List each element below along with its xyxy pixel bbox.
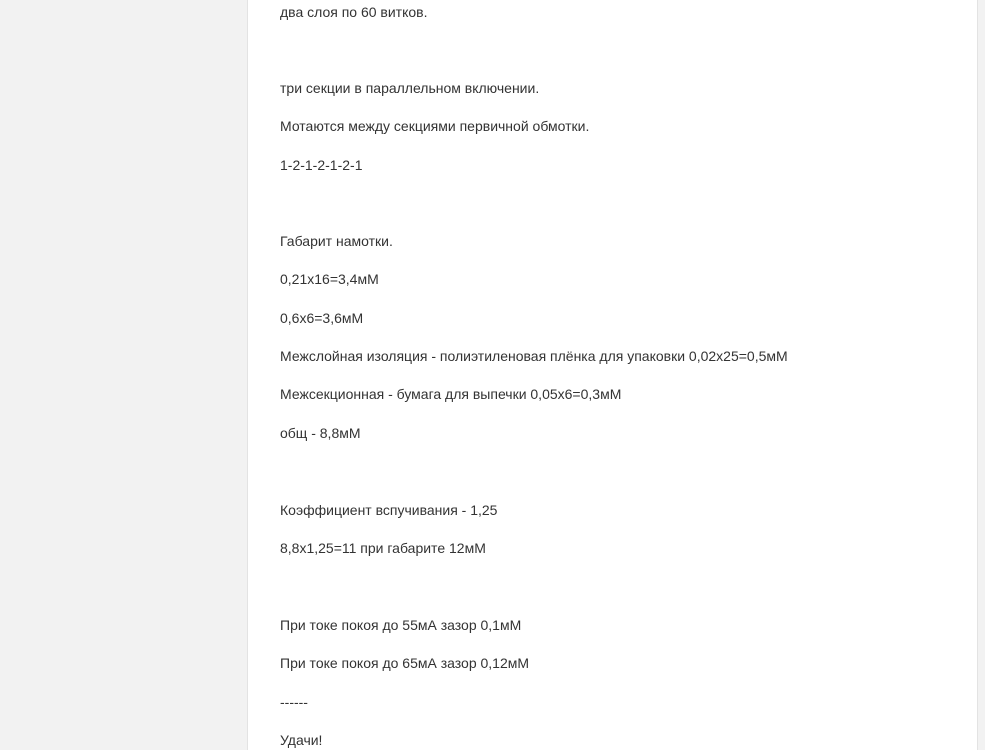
post-line: Межслойная изоляция - полиэтиленовая плёнка для упаковки 0,02х25=0,5мМ — [280, 348, 788, 364]
post-content-panel — [247, 0, 978, 750]
post-line: три секции в параллельном включении. — [280, 80, 540, 96]
right-edge-area — [978, 0, 985, 750]
post-line: 0,21х16=3,4мМ — [280, 271, 379, 287]
post-signoff: Удачи! — [280, 732, 323, 748]
post-line: Коэффициент вспучивания - 1,25 — [280, 502, 498, 518]
post-line: Межсекционная - бумага для выпечки 0,05х6=0,3мМ — [280, 386, 622, 402]
left-sidebar-area — [0, 0, 247, 750]
post-line: Мотаются между секциями первичной обмотки. — [280, 118, 590, 134]
post-line: При токе покоя до 55мА зазор 0,1мМ — [280, 617, 522, 633]
post-line: Габарит намотки. — [280, 233, 393, 249]
post-line: 8,8х1,25=11 при габарите 12мМ — [280, 540, 486, 556]
post-line: два слоя по 60 витков. — [280, 4, 428, 20]
post-divider-text: ------ — [280, 694, 308, 710]
post-line: При токе покоя до 65мА зазор 0,12мМ — [280, 655, 530, 671]
post-line: общ - 8,8мМ — [280, 425, 361, 441]
post-line: 1-2-1-2-1-2-1 — [280, 157, 363, 173]
post-line: 0,6х6=3,6мМ — [280, 310, 364, 326]
